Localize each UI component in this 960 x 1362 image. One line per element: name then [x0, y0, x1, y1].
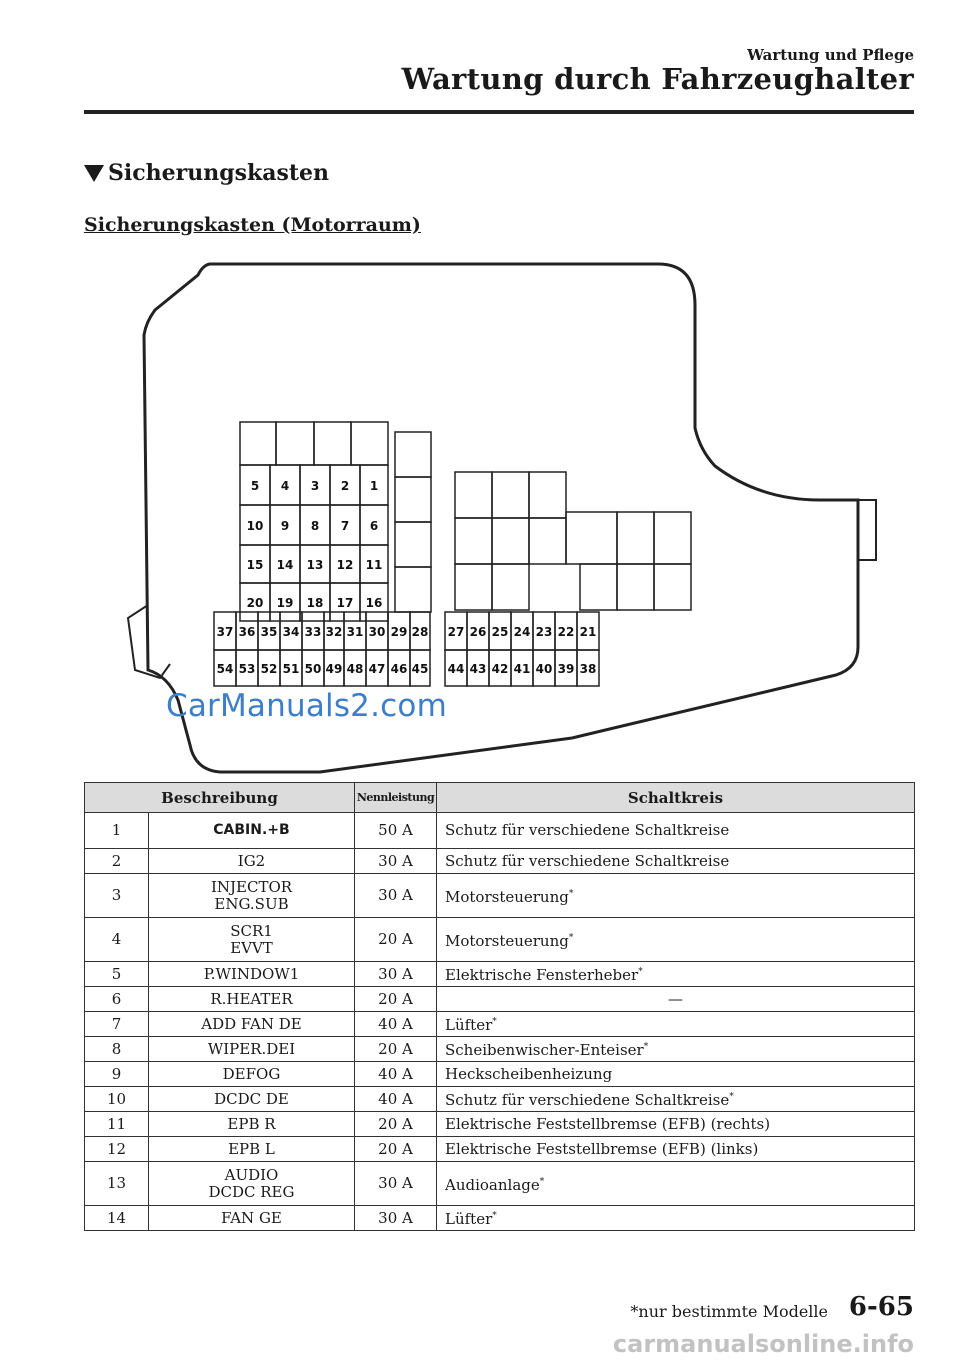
- fuse-rating: 20 A: [355, 1112, 437, 1137]
- fuse-number: 3: [85, 874, 149, 918]
- fuse-circuit: Lüfter*: [437, 1012, 915, 1037]
- fuse-number-label: 20: [246, 596, 264, 610]
- relay-slot: [351, 422, 388, 465]
- fuse-number-label: 6: [369, 519, 379, 533]
- watermark-logo: CarManuals2.com: [166, 688, 447, 724]
- fuse-number-label: 49: [325, 662, 343, 676]
- fuse-number-label: 40: [535, 662, 553, 676]
- fuse-number: 14: [85, 1206, 149, 1231]
- fuse-number-label: 29: [390, 625, 408, 639]
- fuse-number-label: 3: [310, 479, 320, 493]
- fuse-number-label: 52: [260, 662, 278, 676]
- relay-slot: [580, 564, 617, 610]
- fuse-number-label: 2: [340, 479, 350, 493]
- relay-slot: [654, 512, 691, 564]
- fuse-circuit: Heckscheibenheizung: [437, 1062, 915, 1087]
- fuse-circuit: Elektrische Feststellbremse (EFB) (rechts): [437, 1112, 915, 1137]
- fuse-circuit: Lüfter*: [437, 1206, 915, 1231]
- footnote: *nur bestimmte Modelle: [630, 1302, 828, 1321]
- relay-slot: [492, 472, 529, 518]
- fuse-number-label: 45: [411, 662, 429, 676]
- fuse-description: INJECTOR ENG.SUB: [149, 874, 355, 918]
- relay-slot: [455, 518, 492, 564]
- relay-slot: [395, 567, 431, 612]
- fuse-number-label: 32: [325, 625, 343, 639]
- relay-slot: [455, 564, 492, 610]
- fuse-number-label: 42: [491, 662, 509, 676]
- relay-slot: [240, 422, 276, 465]
- relay-slot: [617, 564, 654, 610]
- relay-slot: [617, 512, 654, 564]
- fuse-number: 2: [85, 849, 149, 874]
- fuse-number-label: 12: [336, 558, 354, 572]
- header-circuit: Schaltkreis: [437, 783, 915, 813]
- fuse-circuit: Elektrische Feststellbremse (EFB) (links): [437, 1137, 915, 1162]
- fuse-number-label: 51: [282, 662, 300, 676]
- table-row: [85, 1037, 915, 1062]
- fuse-rating: 20 A: [355, 918, 437, 962]
- table-row: [85, 874, 915, 918]
- chapter-label: Wartung und Pflege: [747, 46, 914, 64]
- table-row: [85, 962, 915, 987]
- fuse-number-label: 22: [557, 625, 575, 639]
- header-description: Beschreibung: [85, 783, 355, 813]
- fuse-number-label: 34: [282, 625, 300, 639]
- fuse-number-label: 28: [411, 625, 429, 639]
- fuse-number-label: 39: [557, 662, 575, 676]
- fuse-circuit: Motorsteuerung*: [437, 918, 915, 962]
- fuse-description: R.HEATER: [149, 987, 355, 1012]
- table-row: [85, 1137, 915, 1162]
- fuse-number-label: 31: [346, 625, 364, 639]
- fuse-number: 12: [85, 1137, 149, 1162]
- fuse-number-label: 50: [304, 662, 322, 676]
- relay-slot: [492, 564, 529, 610]
- fuse-description: SCR1 EVVT: [149, 918, 355, 962]
- fuse-number-label: 7: [340, 519, 350, 533]
- fuse-description: CABIN.+B: [149, 813, 355, 849]
- fuse-number-label: 26: [469, 625, 487, 639]
- subheading: Sicherungskasten (Motorraum): [84, 214, 421, 236]
- table-row: [85, 987, 915, 1012]
- fuse-number-label: 17: [336, 596, 354, 610]
- header-rating: Nennleistung: [355, 783, 437, 813]
- fuse-rating: 30 A: [355, 874, 437, 918]
- fuse-description: IG2: [149, 849, 355, 874]
- fuse-number: 4: [85, 918, 149, 962]
- relay-slot: [654, 564, 691, 610]
- fuse-number-label: 21: [579, 625, 597, 639]
- fuse-number-label: 53: [238, 662, 256, 676]
- fuse-description: EPB L: [149, 1137, 355, 1162]
- fuse-description: P.WINDOW1: [149, 962, 355, 987]
- fuse-number-label: 1: [369, 479, 379, 493]
- relay-slot: [492, 518, 529, 564]
- fuse-number: 11: [85, 1112, 149, 1137]
- fuse-description: ADD FAN DE: [149, 1012, 355, 1037]
- fuse-number-label: 16: [365, 596, 383, 610]
- table-row: [85, 1087, 915, 1112]
- fuse-table: [84, 782, 915, 1231]
- fuse-number-label: 30: [368, 625, 386, 639]
- fuse-number-label: 18: [306, 596, 324, 610]
- fuse-number: 8: [85, 1037, 149, 1062]
- fuse-rating: 30 A: [355, 1162, 437, 1206]
- fuse-rating: 40 A: [355, 1062, 437, 1087]
- fuse-number-label: 15: [246, 558, 264, 572]
- fuse-number: 1: [85, 813, 149, 849]
- fuse-number: 9: [85, 1062, 149, 1087]
- fuse-number-label: 36: [238, 625, 256, 639]
- fuse-number-label: 54: [216, 662, 234, 676]
- fuse-rating: 30 A: [355, 962, 437, 987]
- section-title: Sicherungskasten: [108, 160, 330, 186]
- fuse-number-label: 48: [346, 662, 364, 676]
- page-number: 6-65: [848, 1292, 914, 1322]
- fuse-circuit: Elektrische Fensterheber*: [437, 962, 915, 987]
- fuse-description: WIPER.DEI: [149, 1037, 355, 1062]
- fuse-rating: 30 A: [355, 1206, 437, 1231]
- fuse-rating: 30 A: [355, 849, 437, 874]
- fuse-number-label: 37: [216, 625, 234, 639]
- relay-slot: [395, 432, 431, 477]
- fuse-number-label: 13: [306, 558, 324, 572]
- fuse-number-label: 27: [447, 625, 465, 639]
- fuse-number: 13: [85, 1162, 149, 1206]
- fuse-rating: 40 A: [355, 1087, 437, 1112]
- fuse-number-label: 4: [280, 479, 290, 493]
- fuse-circuit: Schutz für verschiedene Schaltkreise*: [437, 1087, 915, 1112]
- relay-slot: [276, 422, 314, 465]
- fuse-circuit: Motorsteuerung*: [437, 874, 915, 918]
- table-row: [85, 849, 915, 874]
- relay-slot: [529, 518, 566, 564]
- fuse-number-label: 33: [304, 625, 322, 639]
- fuse-number-label: 23: [535, 625, 553, 639]
- fuse-description: DCDC DE: [149, 1087, 355, 1112]
- fuse-number: 6: [85, 987, 149, 1012]
- table-row: [85, 1062, 915, 1087]
- table-row: [85, 1162, 915, 1206]
- relay-slot: [395, 522, 431, 567]
- table-row: [85, 1206, 915, 1231]
- fuse-number-label: 44: [447, 662, 465, 676]
- fuse-number-label: 10: [246, 519, 264, 533]
- fuse-number-label: 24: [513, 625, 531, 639]
- fuse-description: AUDIO DCDC REG: [149, 1162, 355, 1206]
- fuse-rating: 20 A: [355, 1137, 437, 1162]
- fuse-number: 7: [85, 1012, 149, 1037]
- relay-slot: [314, 422, 351, 465]
- table-row: [85, 813, 915, 849]
- fuse-rating: 40 A: [355, 1012, 437, 1037]
- fuse-number-label: 35: [260, 625, 278, 639]
- fuse-rating: 50 A: [355, 813, 437, 849]
- fuse-description: EPB R: [149, 1112, 355, 1137]
- fuse-circuit: Schutz für verschiedene Schaltkreise: [437, 849, 915, 874]
- relay-slot: [529, 472, 566, 518]
- relay-slot: [395, 477, 431, 522]
- fuse-number-label: 9: [280, 519, 290, 533]
- fuse-number-label: 43: [469, 662, 487, 676]
- fuse-description: FAN GE: [149, 1206, 355, 1231]
- table-header-row: [85, 783, 915, 813]
- fuse-rating: 20 A: [355, 987, 437, 1012]
- fuse-description: DEFOG: [149, 1062, 355, 1087]
- fuse-number-label: 5: [250, 479, 260, 493]
- table-row: [85, 918, 915, 962]
- fuse-circuit: Schutz für verschiedene Schaltkreise: [437, 813, 915, 849]
- relay-slot: [455, 472, 492, 518]
- fuse-number-label: 19: [276, 596, 294, 610]
- fuse-number-label: 25: [491, 625, 509, 639]
- table-row: [85, 1112, 915, 1137]
- fuse-number-label: 8: [310, 519, 320, 533]
- table-row: [85, 1012, 915, 1037]
- fuse-number: 5: [85, 962, 149, 987]
- fuse-circuit: Audioanlage*: [437, 1162, 915, 1206]
- relay-slot: [566, 512, 617, 564]
- fuse-number: 10: [85, 1087, 149, 1112]
- fuse-circuit: —: [437, 987, 915, 1012]
- fuse-number-label: 38: [579, 662, 597, 676]
- fuse-number-label: 47: [368, 662, 386, 676]
- fuse-number-label: 11: [365, 558, 383, 572]
- page-title: Wartung durch Fahrzeughalter: [401, 62, 914, 96]
- site-watermark: carmanualsonline.info: [612, 1330, 914, 1358]
- fuse-number-label: 46: [390, 662, 408, 676]
- fuse-number-label: 14: [276, 558, 294, 572]
- fuse-circuit: Scheibenwischer-Enteiser*: [437, 1037, 915, 1062]
- fuse-number-label: 41: [513, 662, 531, 676]
- fuse-rating: 20 A: [355, 1037, 437, 1062]
